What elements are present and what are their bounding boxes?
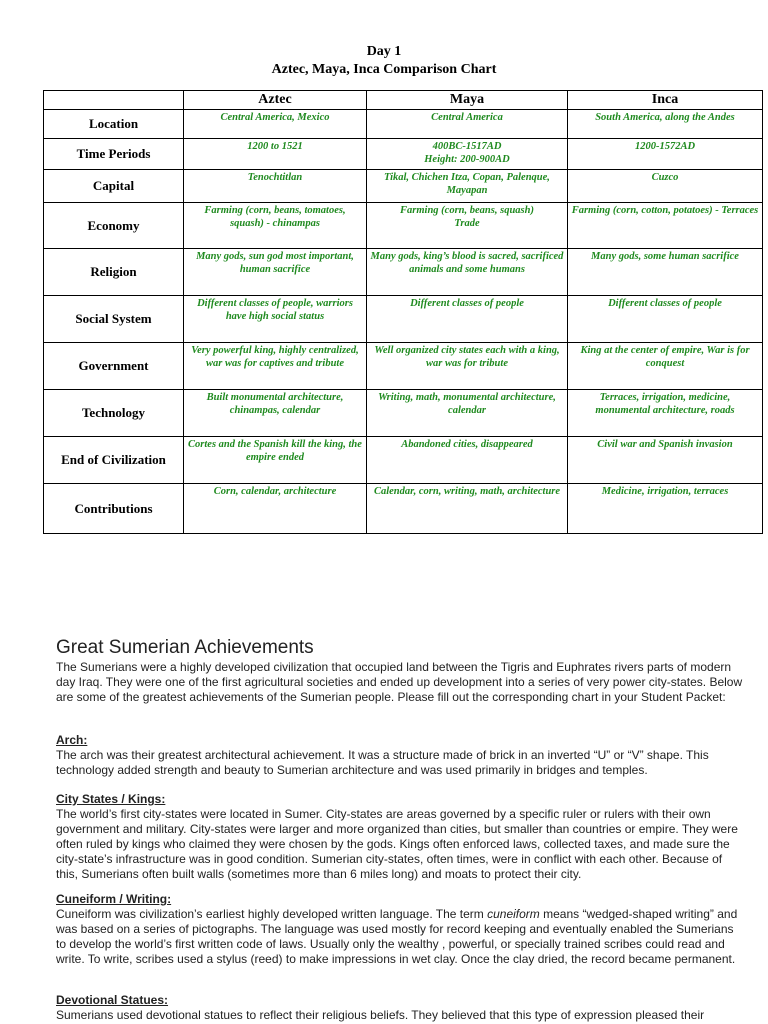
row-label: Time Periods	[44, 139, 184, 170]
day-heading: Day 1	[366, 44, 402, 59]
table-row	[44, 249, 763, 296]
maya-cell: 400BC-1517AD Height: 200-900AD	[367, 139, 568, 170]
column-header: Inca	[568, 91, 763, 110]
row-label: Technology	[44, 390, 184, 437]
table-body	[44, 110, 763, 534]
aztec-cell: Central America, Mexico	[184, 110, 367, 139]
inca-cell: Medicine, irrigation, terraces	[568, 484, 763, 534]
chart-title: Aztec, Maya, Inca Comparison Chart	[271, 62, 497, 77]
table-row	[44, 437, 763, 484]
aztec-cell: Built monumental architecture, chinampas, calendar	[184, 390, 367, 437]
maya-cell: Different classes of people	[367, 296, 568, 343]
maya-cell: Farming (corn, beans, squash) Trade	[367, 203, 568, 249]
comparison-table	[43, 90, 763, 534]
inca-cell: Cuzco	[568, 170, 763, 203]
aztec-cell: 1200 to 1521	[184, 139, 367, 170]
column-header	[44, 91, 184, 110]
aztec-cell: Tenochtitlan	[184, 170, 367, 203]
column-header: Aztec	[184, 91, 367, 110]
inca-cell: Many gods, some human sacrifice	[568, 249, 763, 296]
row-label: Capital	[44, 170, 184, 203]
maya-cell: Many gods, king’s blood is sacred, sacrificed animals and some humans	[367, 249, 568, 296]
table-row	[44, 484, 763, 534]
cuneiform-term: cuneiform	[487, 907, 540, 921]
table-row	[44, 139, 763, 170]
section-title: Great Sumerian Achievements	[56, 637, 314, 658]
aztec-cell: Farming (corn, beans, tomatoes, squash) - chinampas	[184, 203, 367, 249]
cuneiform-text-cont: means “wedged-shaped writing” and was based on a series of pictographs. The language was used mostly for record keeping and eventually enabled the Sumerians to develop the world’s first written code of laws. Usually only the wealthy , powerful, or specially trained scribes could read and write. To write, scribes used a stylus (reed) to make impressions in wet clay. Once the clay dried, the record became permanent.	[56, 907, 738, 966]
cuneiform-text: Cuneiform was civilization’s earliest highly developed written language. The term	[56, 907, 488, 921]
inca-cell: 1200-1572AD	[568, 139, 763, 170]
maya-cell: Central America	[367, 110, 568, 139]
arch-paragraph: The arch was their greatest architectural achievement. It was a structure made of brick in an inverted “U” or “V” shape. This technology added strength and beauty to Sumerian architecture and was used primarily in bridges and temples.	[56, 748, 709, 777]
row-label: Government	[44, 343, 184, 390]
table-row	[44, 110, 763, 139]
city-states-paragraph: The world’s first city-states were located in Sumer. City-states are areas governed by a specific ruler or rulers with their own government and military. City-states were larger and more organized than cities, but smaller than countries or empire. They were often ruled by kings who claimed they were chosen by the gods. Kings often enforced laws, collected taxes, and made sure the city-state’s infrastructure was in good condition. Sumerian city-states, often times, were in conflict with each other. Because of this, Sumerians often built walls (sometimes more than 6 miles long) and moats to protect their city.	[56, 807, 738, 881]
aztec-cell: Cortes and the Spanish kill the king, the empire ended	[184, 437, 367, 484]
table-row	[44, 390, 763, 437]
row-label: Location	[44, 110, 184, 139]
intro-paragraph: The Sumerians were a highly developed civilization that occupied land between the Tigris and Euphrates rivers parts of modern day Iraq. They were one of the first agricultural societies and ended up development into a series of very power city-states. Below are some of the greatest achievements of the Sumerian people. Please fill out the corresponding chart in your Student Packet:	[56, 660, 743, 704]
row-label: Contributions	[44, 484, 184, 534]
inca-cell: Terraces, irrigation, medicine, monumental architecture, roads	[568, 390, 763, 437]
aztec-cell: Very powerful king, highly centralized, war was for captives and tribute	[184, 343, 367, 390]
inca-cell: Different classes of people	[568, 296, 763, 343]
inca-cell: Civil war and Spanish invasion	[568, 437, 763, 484]
row-label: Social System	[44, 296, 184, 343]
inca-cell: King at the center of empire, War is for conquest	[568, 343, 763, 390]
aztec-cell: Many gods, sun god most important, human sacrifice	[184, 249, 367, 296]
maya-cell: Tikal, Chichen Itza, Copan, Palenque, Mayapan	[367, 170, 568, 203]
city-states-heading: City States / Kings:	[56, 792, 166, 806]
row-label: End of Civilization	[44, 437, 184, 484]
aztec-cell: Corn, calendar, architecture	[184, 484, 367, 534]
devotional-statues-paragraph: Sumerians used devotional statues to reflect their religious beliefs. They believed that this type of expression pleased their	[56, 1008, 705, 1022]
aztec-cell: Different classes of people, warriors have high social status	[184, 296, 367, 343]
devotional-statues-heading: Devotional Statues:	[56, 993, 169, 1007]
maya-cell: Calendar, corn, writing, math, architecture	[367, 484, 568, 534]
table-row	[44, 343, 763, 390]
maya-cell: Writing, math, monumental architecture, calendar	[367, 390, 568, 437]
row-label: Economy	[44, 203, 184, 249]
maya-cell: Well organized city states each with a king, war was for tribute	[367, 343, 568, 390]
table-row	[44, 170, 763, 203]
cuneiform-heading: Cuneiform / Writing:	[56, 892, 172, 906]
maya-cell: Abandoned cities, disappeared	[367, 437, 568, 484]
table-row	[44, 296, 763, 343]
row-label: Religion	[44, 249, 184, 296]
table-header-row	[44, 91, 763, 110]
cuneiform-paragraph	[56, 907, 746, 967]
column-header: Maya	[367, 91, 568, 110]
arch-heading: Arch:	[56, 733, 88, 747]
inca-cell: Farming (corn, cotton, potatoes) - Terraces	[568, 203, 763, 249]
table-row	[44, 203, 763, 249]
inca-cell: South America, along the Andes	[568, 110, 763, 139]
